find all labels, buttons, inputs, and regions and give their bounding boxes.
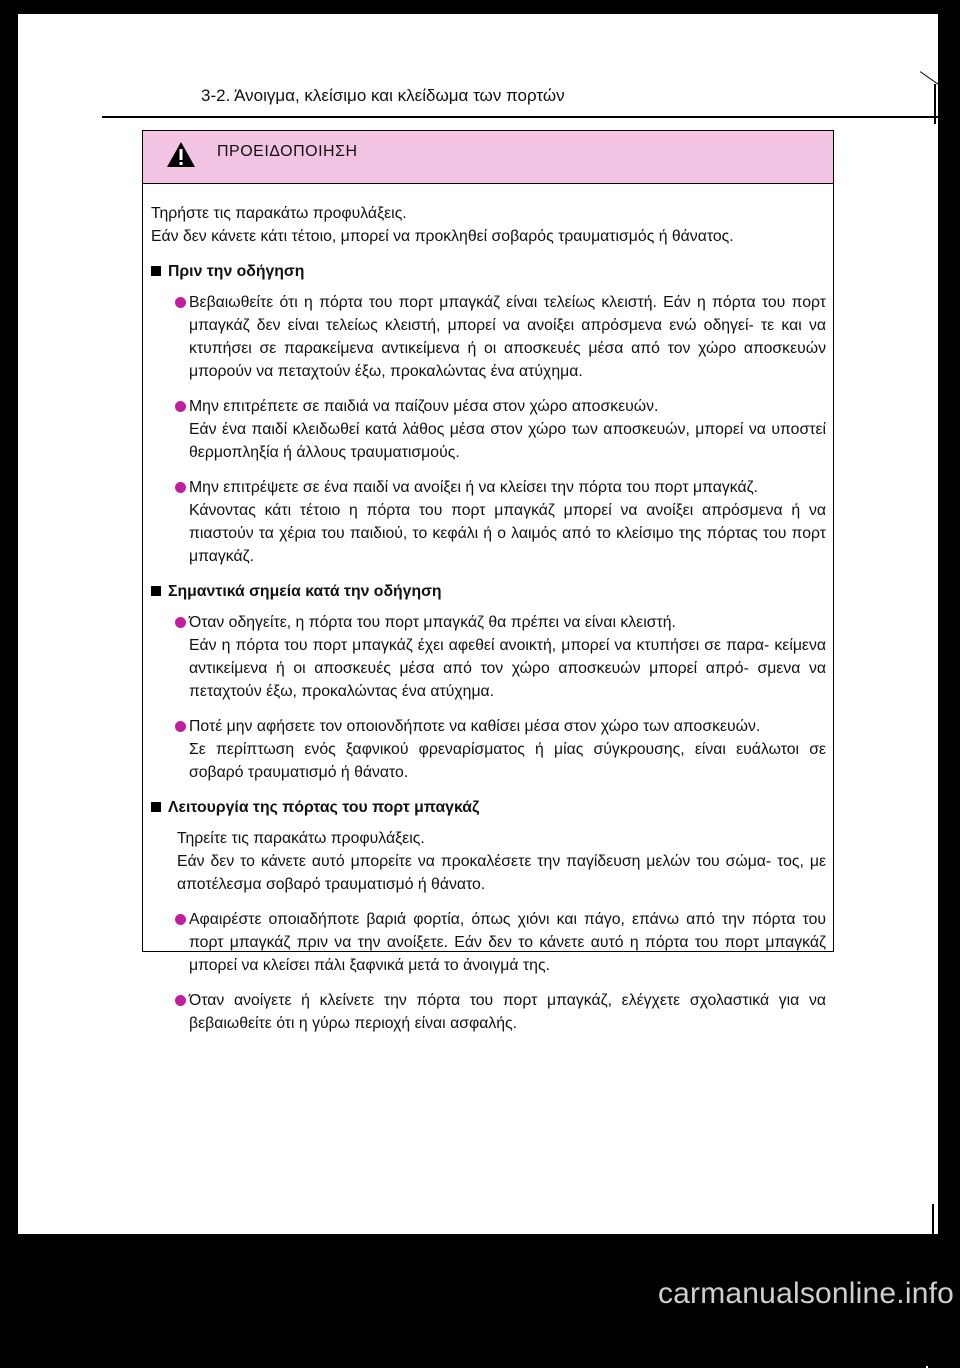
dot-bullet-icon — [175, 297, 186, 308]
dot-bullet-icon — [175, 995, 186, 1006]
warning-content — [143, 184, 833, 1035]
dot-bullet-icon — [175, 721, 186, 732]
square-bullet-icon — [151, 802, 161, 812]
intro-line: Εάν δεν κάνετε κάτι τέτοιο, μπορεί να προκληθεί σοβαρός τραυματισμός ή θάνατος. — [151, 228, 734, 245]
dot-bullet-icon — [175, 914, 186, 925]
dot-bullet-icon — [175, 617, 186, 628]
warning-title: ΠΡΟΕΙΔΟΠΟΙΗΣΗ — [217, 143, 358, 160]
manual-page — [18, 14, 938, 1234]
section-heading: Σημαντικά σημεία κατά την οδήγηση — [151, 580, 826, 603]
square-bullet-icon — [151, 586, 161, 596]
warning-intro — [151, 202, 826, 248]
section-heading: Λειτουργία της πόρτας του πορτ μπαγκάζ — [151, 796, 826, 819]
bullet-item: Αφαιρέστε οποιαδήποτε βαριά φορτία, όπως χιόνι και πάγο, επάνω από την πόρτα του πορτ μπαγκάζ πριν να την ανοίξετε. Εάν δεν το κάνετε αυτό η πόρτα του πορτ μπαγκάζ μπορεί να κλείσει πάλι ξαφνικά μετά το άνοιγμά της. — [151, 908, 826, 977]
crop-mark — [934, 84, 936, 124]
page-header: 3-2. Άνοιγμα, κλείσιμο και κλείδωμα των πορτών — [201, 86, 565, 105]
bullet-item: Βεβαιωθείτε ότι η πόρτα του πορτ μπαγκάζ είναι τελείως κλειστή. Εάν η πόρτα του πορτ μπαγκάζ δεν είναι τελείως κλειστή, μπορεί να ανοίξει απρόσμενα ενώ οδηγεί- τε και να κτυπήσει σε παρακείμενα αντικείμενα ή οι αποσκευές μέσα από τον χώρο αποσκευών μπορούν να πεταχτούν έξω, προκαλώντας ένα ατύχημα. — [151, 291, 826, 383]
watermark: carmanualsonline.info — [657, 1277, 954, 1310]
section-heading: Πριν την οδήγηση — [151, 260, 826, 283]
bullet-item: Όταν οδηγείτε, η πόρτα του πορτ μπαγκάζ θα πρέπει να είναι κλειστή. Εάν η πόρτα του πορτ μπαγκάζ έχει αφεθεί ανοικτή, μπορεί να κτυπήσει σε παρα- κείμενα αντικείμενα ή οι αποσκευές μέσα από τον χώρο αποσκευών μπορεί απρό- σμενα να πεταχτούν έξω, προκαλώντας ένα ατύχημα. — [151, 611, 826, 703]
square-bullet-icon — [151, 266, 161, 276]
section-paragraph: Τηρείτε τις παρακάτω προφυλάξεις. Εάν δεν το κάνετε αυτό μπορείτε να προκαλέσετε την παγίδευση μελών του σώμα- τος, με αποτέλεσμα σοβαρό τραυματισμό ή θάνατο. — [177, 830, 826, 893]
dot-bullet-icon — [175, 482, 186, 493]
intro-line: Τηρήστε τις παρακάτω προφυλάξεις. — [151, 205, 407, 222]
warning-box — [142, 130, 834, 1032]
crop-mark — [932, 1204, 934, 1234]
bullet-item: Όταν ανοίγετε ή κλείνετε την πόρτα του πορτ μπαγκάζ, ελέγχετε σχολαστικά για να βεβαιωθείτε ότι η γύρω περιοχή είναι ασφαλής. — [151, 989, 826, 1035]
header-rule — [102, 116, 938, 118]
warning-triangle-icon — [166, 141, 196, 168]
warning-header — [143, 131, 833, 184]
bullet-item: Ποτέ μην αφήσετε τον οποιονδήποτε να καθίσει μέσα στον χώρο των αποσκευών. Σε περίπτωση ενός ξαφνικού φρεναρίσματος ή μίας σύγκρουσης, είναι ευάλωτοι σε σοβαρό τραυματισμό ή θάνατο. — [151, 715, 826, 784]
bullet-item: Μην επιτρέψετε σε ένα παιδί να ανοίξει ή να κλείσει την πόρτα του πορτ μπαγκάζ. Κάνοντας κάτι τέτοιο η πόρτα του πορτ μπαγκάζ μπορεί να ανοίξει απρόσμενα ή να πιαστούν τα χέρια του παιδιού, το κεφάλι ή ο λαιμός από το κλείσιμο της πόρτας του πορτ μπαγκάζ. — [151, 476, 826, 568]
dot-bullet-icon — [175, 401, 186, 412]
bullet-item: Μην επιτρέπετε σε παιδιά να παίζουν μέσα στον χώρο αποσκευών. Εάν ένα παιδί κλειδωθεί κατά λάθος μέσα στον χώρο των αποσκευών, μπορεί να υποστεί θερμοπληξία ή άλλους τραυματισμούς. — [151, 395, 826, 464]
crop-mark — [934, 660, 936, 690]
